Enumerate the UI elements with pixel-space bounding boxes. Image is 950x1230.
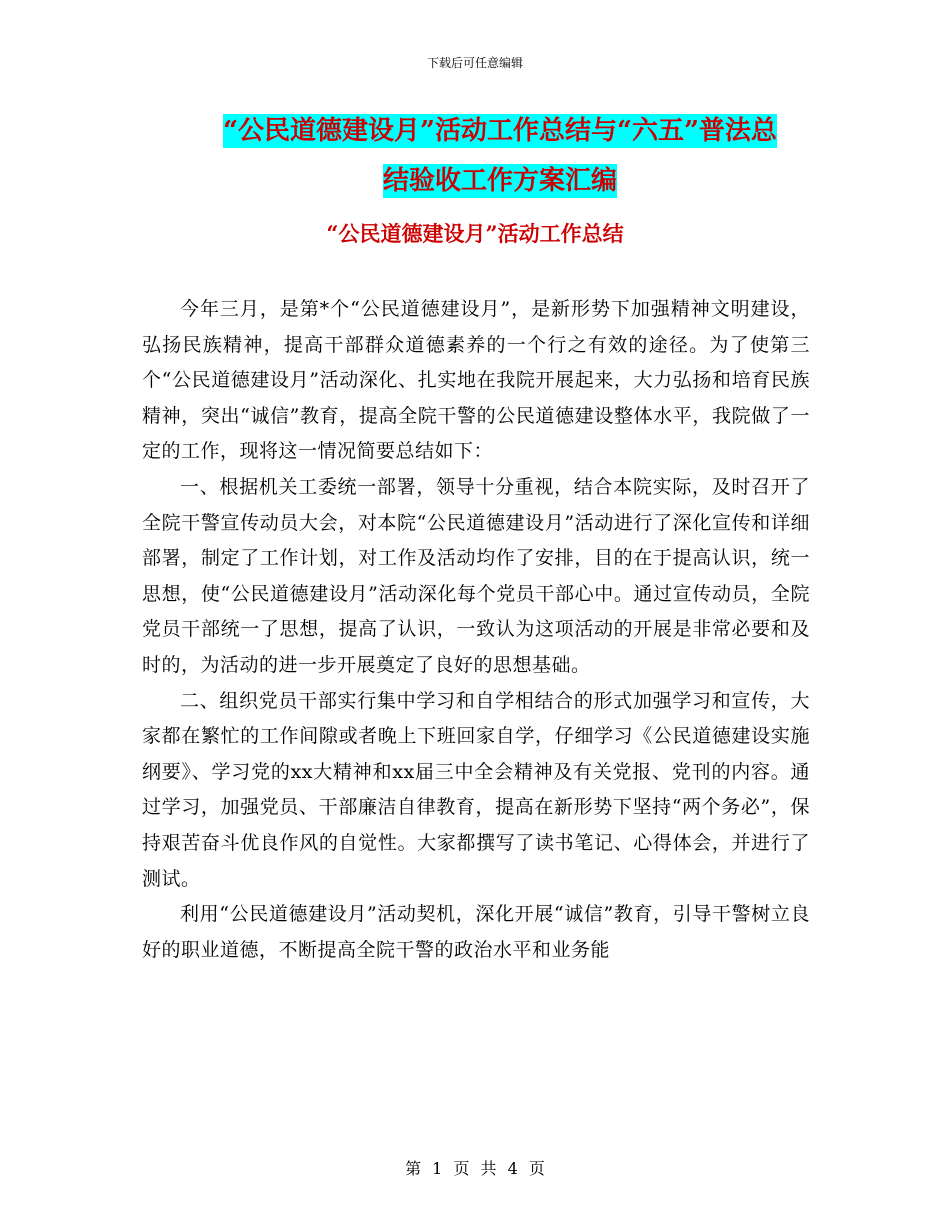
section-title: “公民道德建设月”活动工作总结: [326, 221, 624, 246]
page-number: 第 1 页 共 4 页: [405, 1159, 545, 1178]
document-title-line-1: “公民道德建设月”活动工作总结与“六五”普法总: [223, 116, 777, 146]
document-title-line-2: 结验收工作方案汇编: [382, 166, 617, 196]
document-title: [140, 106, 860, 206]
document-body: [142, 292, 810, 968]
page-header-note: 下载后可任意编辑: [426, 56, 523, 70]
paragraph: 今年三月，是第*个“公民道德建设月”，是新形势下加强精神文明建设，弘扬民族精神，提高干部群众道德素养的一个行之有效的途径。为了使第三个“公民道德建设月”活动深化、扎实地在我院开展起来，大力弘扬和培育民族精神，突出“诚信”教育，提高全院干警的公民道德建设整体水平，我院做了一定的工作，现将这一情况简要总结如下：: [142, 298, 810, 463]
paragraph: 利用“公民道德建设月”活动契机，深化开展“诚信”教育，引导干警树立良好的职业道德，不断提高全院干警的政治水平和业务能: [142, 903, 810, 961]
paragraph: 一、根据机关工委统一部署，领导十分重视，结合本院实际，及时召开了全院干警宣传动员大会，对本院“公民道德建设月”活动进行了深化宣传和详细部署，制定了工作计划，对工作及活动均作了安排，目的在于提高认识，统一思想，使“公民道德建设月”活动深化每个党员干部心中。通过宣传动员，全院党员干部统一了思想，提高了认识，一致认为这项活动的开展是非常必要和及时的，为活动的进一步开展奠定了良好的思想基础。: [142, 475, 810, 676]
paragraph: 二、组织党员干部实行集中学习和自学相结合的形式加强学习和宣传，大家都在繁忙的工作间隙或者晚上下班回家自学，仔细学习《公民道德建设实施纲要》、学习党的xx大精神和xx届三中全会精神及有关党报、党刊的内容。通过学习，加强党员、干部廉洁自律教育，提高在新形势下坚持“两个务必”，保持艰苦奋斗优良作风的自觉性。大家都撰写了读书笔记、心得体会，并进行了测试。: [142, 689, 810, 890]
